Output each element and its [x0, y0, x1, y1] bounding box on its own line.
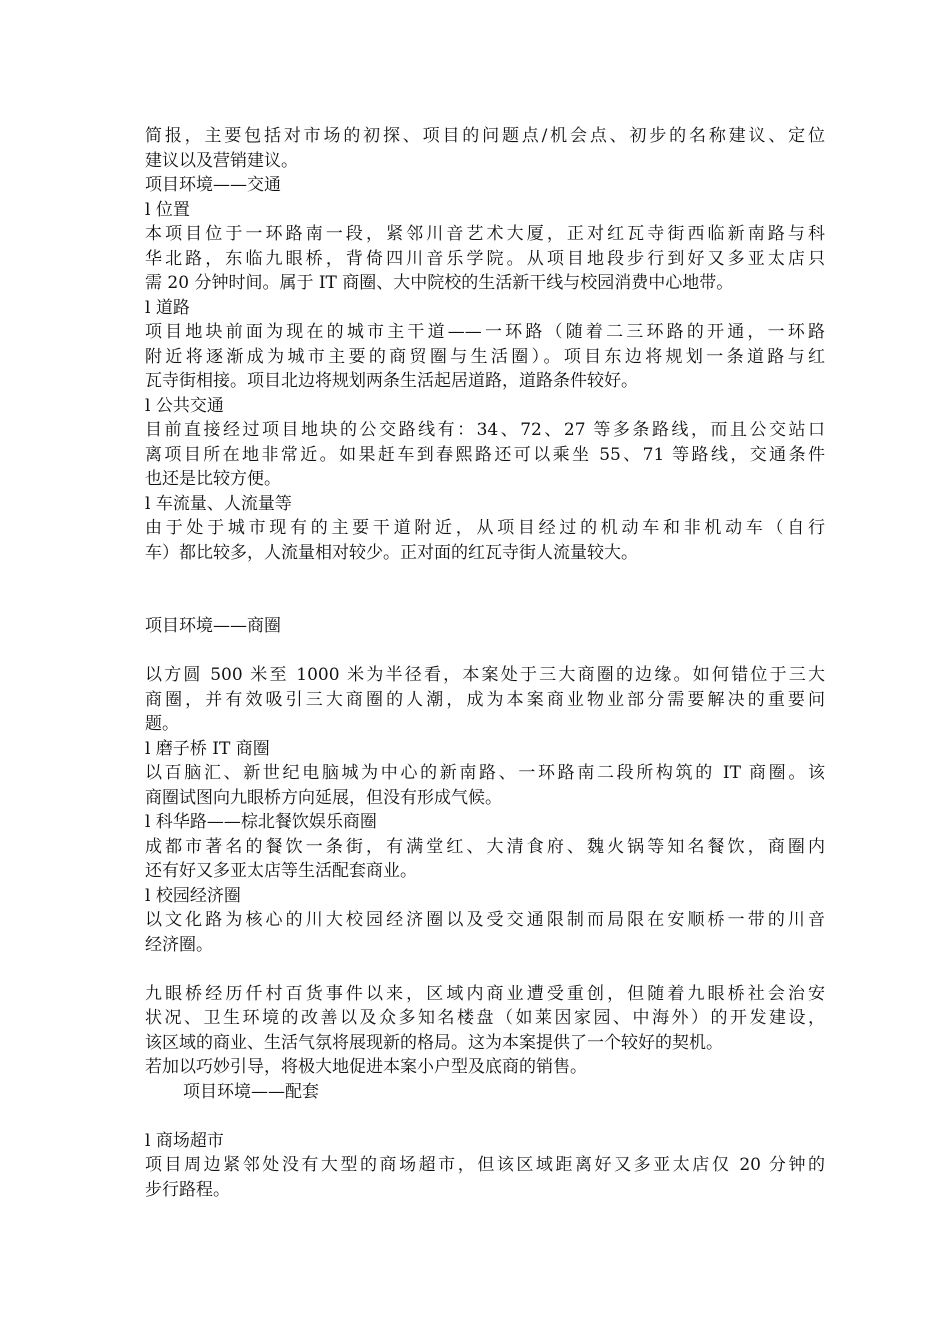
blank-line: [145, 639, 825, 664]
text-line: 九眼桥经历仟村百货事件以来，区域内商业遭受重创，但随着九眼桥社会治安: [145, 983, 825, 1004]
document-body: [145, 124, 825, 1202]
text-line: 状况、卫生环境的改善以及众多知名楼盘（如莱因家园、中海外）的开发建设，: [145, 1008, 825, 1028]
text-line: 项目周边紧邻处没有大型的商场超市，但该区域距离好又多亚太店仅 20 分钟的: [145, 1155, 825, 1175]
blank-line: [145, 565, 825, 590]
text-line: 以百脑汇、新世纪电脑城为中心的新南路、一环路南二段所构筑的 IT 商圈。该: [145, 763, 825, 783]
text-line: 附近将逐渐成为城市主要的商贸圈与生活圈）。项目东边将规划一条道路与红: [145, 346, 825, 367]
text-line: l 道路: [145, 297, 190, 318]
text-line: 经济圈。: [145, 934, 213, 955]
text-line: l 商场超市: [145, 1130, 224, 1151]
text-line: 也还是比较方便。: [145, 469, 281, 489]
text-line: 商圈试图向九眼桥方向延展，但没有形成气候。: [145, 787, 502, 808]
text-line: 离项目所在地非常近。如果赶车到春熙路还可以乘坐 55、71 等路线，交通条件: [145, 444, 825, 465]
text-line: 项目环境——配套: [183, 1081, 319, 1102]
text-line: 该区域的商业、生活气氛将展现新的格局。这为本案提供了一个较好的契机。: [145, 1032, 723, 1053]
text-line: l 公共交通: [145, 395, 224, 416]
text-line: l 磨子桥 IT 商圈: [145, 738, 270, 759]
text-line: 由于处于城市现有的主要干道附近，从项目经过的机动车和非机动车（自行: [145, 518, 825, 538]
text-line: 以方圆 500 米至 1000 米为半径看，本案处于三大商圈的边缘。如何错位于三大: [145, 665, 825, 685]
text-line: 以文化路为核心的川大校园经济圈以及受交通限制而局限在安顺桥一带的川音: [145, 910, 825, 930]
text-line: 车）都比较多，人流量相对较少。正对面的红瓦寺街人流量较大。: [145, 542, 638, 563]
text-line: l 车流量、人流量等: [145, 493, 292, 514]
text-line: 项目环境——商圈: [145, 616, 281, 636]
text-line: 成都市著名的餐饮一条街，有满堂红、大清食府、魏火锅等知名餐饮，商圈内: [145, 836, 825, 857]
text-line: 华北路，东临九眼桥，背倚四川音乐学院。从项目地段步行到好又多亚太店只: [145, 248, 825, 269]
text-line: 项目环境——交通: [145, 175, 281, 195]
text-line: 步行路程。: [145, 1179, 230, 1200]
text-line: 简报，主要包括对市场的初探、项目的问题点/机会点、初步的名称建议、定位: [145, 126, 825, 146]
text-line: 题。: [145, 714, 179, 734]
text-line: l 科华路——棕北餐饮娱乐商圈: [145, 812, 377, 832]
text-line: 若加以巧妙引导，将极大地促进本案小户型及底商的销售。: [145, 1057, 587, 1077]
text-line: 需 20 分钟时间。属于 IT 商圈、大中院校的生活新干线与校园消费中心地带。: [145, 273, 734, 293]
text-line: 项目地块前面为现在的城市主干道——一环路（随着二三环路的开通，一环路: [145, 322, 825, 342]
blank-line: [145, 957, 825, 982]
text-line: 还有好又多亚太店等生活配套商业。: [145, 861, 417, 881]
text-line: 目前直接经过项目地块的公交路线有：34、72、27 等多条路线，而且公交站口: [145, 420, 825, 440]
blank-line: [145, 1104, 825, 1129]
text-line: 建议以及营销建议。: [145, 150, 298, 171]
blank-line: [145, 590, 825, 615]
text-line: l 位置: [145, 199, 190, 220]
text-line: 商圈，并有效吸引三大商圈的人潮，成为本案商业物业部分需要解决的重要问: [145, 689, 825, 710]
text-line: l 校园经济圈: [145, 885, 241, 906]
text-line: 瓦寺街相接。项目北边将规划两条生活起居道路，道路条件较好。: [145, 371, 638, 391]
text-line: 本项目位于一环路南一段，紧邻川音艺术大厦，正对红瓦寺街西临新南路与科: [145, 224, 825, 244]
